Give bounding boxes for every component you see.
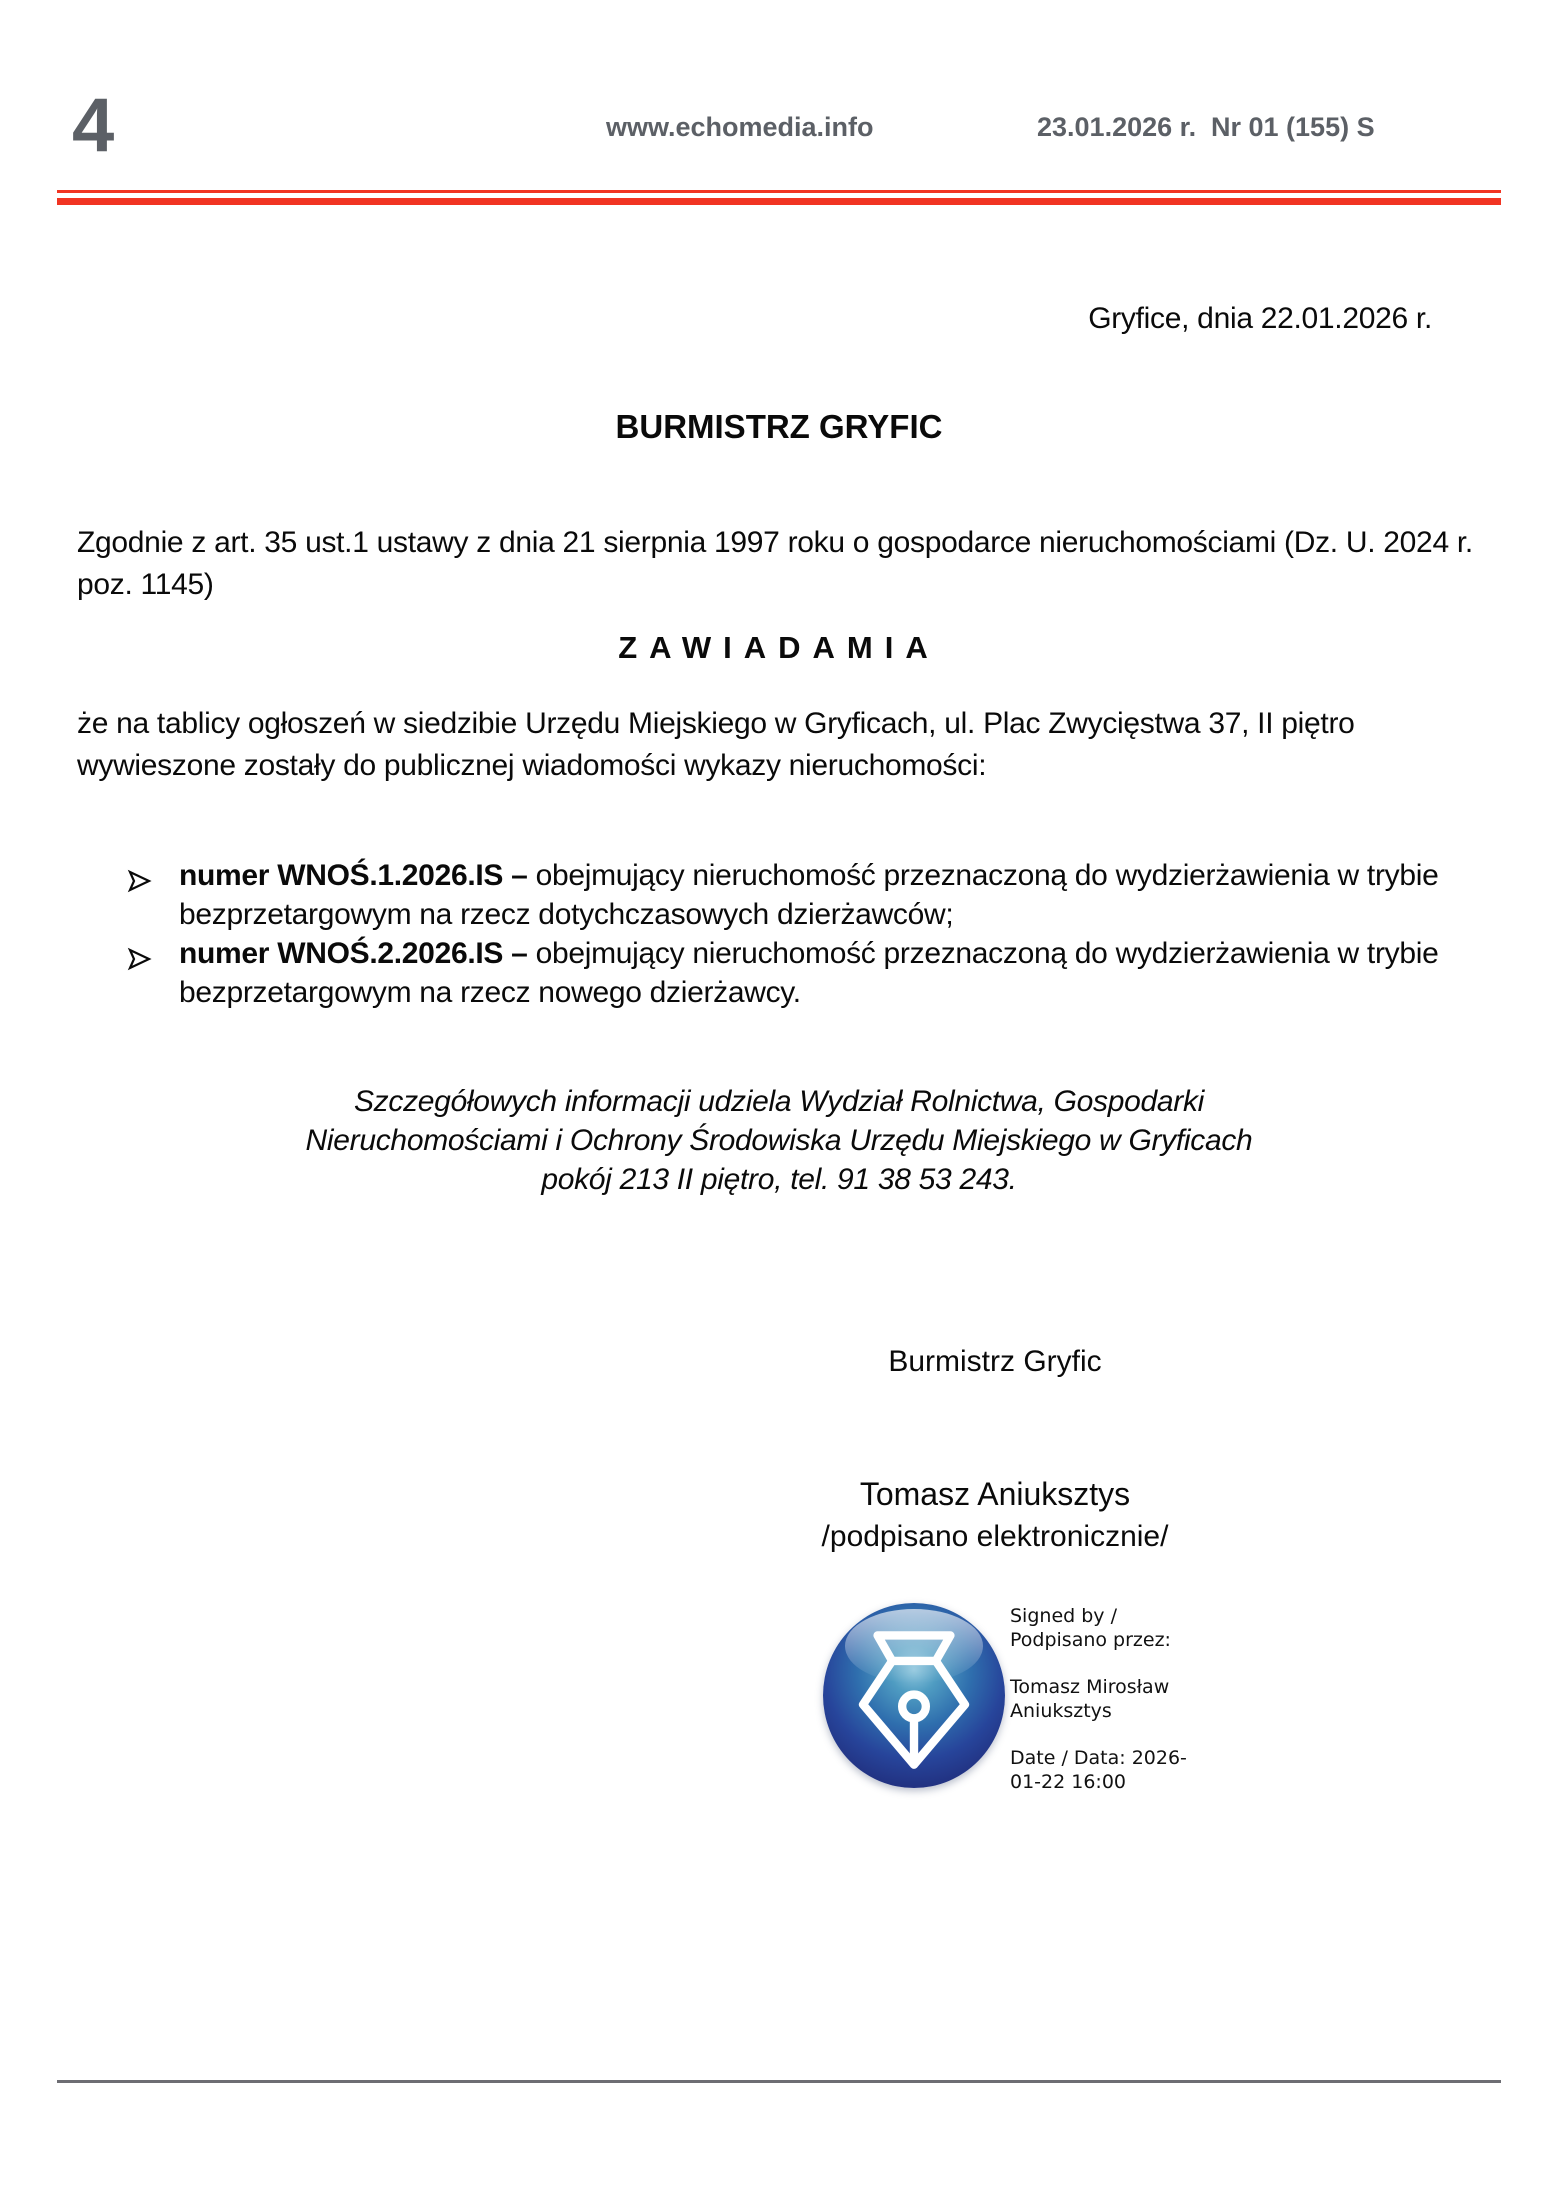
stamp-line: Tomasz Mirosław [1010, 1676, 1170, 1698]
body-paragraph [77, 703, 1355, 787]
contact-info-line-1: Szczegółowych informacji udziela Wydział Rolnictwa, Gospodarki [353, 1085, 1205, 1118]
contact-info-paragraph [77, 1082, 1481, 1199]
stamp-line: Date / Data: 2026- [1010, 1747, 1187, 1769]
stamp-line: 01-22 16:00 [1010, 1771, 1127, 1793]
stamp-signed-by [1010, 1604, 1240, 1652]
stamp-line: Podpisano przez: [1010, 1629, 1171, 1651]
list-item-line-1: numer WNOŚ.2.2026.IS – obejmujący nieruchomość przeznaczoną do wydzierżawienia w trybie [179, 937, 1439, 970]
pen-nib-seal-icon [823, 1603, 1005, 1788]
body-line-1: że na tablicy ogłoszeń w siedzibie Urzędu Miejskiego w Gryficach, ul. Plac Zwycięstwa 37, II piętro [77, 707, 1355, 740]
notice-list [127, 856, 1438, 1012]
header-website: www.echomedia.info [606, 112, 874, 142]
arrowhead-bullet-icon [127, 856, 179, 934]
stamp-caption [1010, 1604, 1240, 1794]
list-item-text [179, 934, 1438, 1012]
list-item-line-2: bezprzetargowym na rzecz nowego dzierżawcy. [179, 976, 801, 1009]
signature-name: Tomasz Aniuksztys [859, 1476, 1131, 1512]
list-item-line-1: numer WNOŚ.1.2026.IS – obejmujący nieruchomość przeznaczoną do wydzierżawienia w trybie [179, 859, 1439, 892]
body-line-2: wywieszone zostały do publicznej wiadomości wykazy nieruchomości: [77, 749, 987, 782]
stamp-line: Aniuksztys [1010, 1700, 1112, 1722]
stamp-date [1010, 1746, 1240, 1794]
intro-line-1: Zgodnie z art. 35 ust.1 ustawy z dnia 21 sierpnia 1997 roku o gospodarce nieruchomościami (Dz. U. 2024 r. [77, 526, 1473, 559]
footer-rule [57, 2080, 1501, 2083]
list-item [127, 934, 1438, 1012]
contact-info-line-2: Nieruchomościami i Ochrony Środowiska Urzędu Miejskiego w Gryficach [305, 1124, 1253, 1157]
header-issue-number: Nr 01 (155) S [1211, 112, 1375, 142]
intro-line-2: poz. 1145) [77, 568, 214, 601]
stamp-signer-name [1010, 1675, 1240, 1723]
list-item-ref: numer WNOŚ.2.2026.IS – [179, 937, 536, 970]
header-date: 23.01.2026 r. [1037, 112, 1197, 142]
notice-heading: ZAWIADAMIA [618, 630, 940, 665]
signature-note: /podpisano elektronicznie/ [821, 1520, 1169, 1553]
list-item-line-2: bezprzetargowym na rzecz dotychczasowych dzierżawców; [179, 898, 954, 931]
stamp-line: Signed by / [1010, 1605, 1117, 1627]
document-title: BURMISTRZ GRYFIC [615, 408, 943, 445]
page-number: 4 [72, 83, 115, 168]
header-rule-thin [57, 190, 1501, 193]
dateline: Gryfice, dnia 22.01.2026 r. [1088, 302, 1432, 335]
arrowhead-bullet-icon [127, 934, 179, 1012]
signature-role: Burmistrz Gryfic [888, 1345, 1102, 1378]
list-item-text [179, 856, 1438, 934]
intro-paragraph [77, 522, 1473, 606]
header-rule-thick [57, 198, 1501, 205]
list-item [127, 856, 1438, 934]
list-item-ref: numer WNOŚ.1.2026.IS – [179, 859, 536, 892]
pen-nib-glyph [823, 1603, 1005, 1788]
contact-info-line-3: pokój 213 II piętro, tel. 91 38 53 243. [541, 1163, 1017, 1196]
